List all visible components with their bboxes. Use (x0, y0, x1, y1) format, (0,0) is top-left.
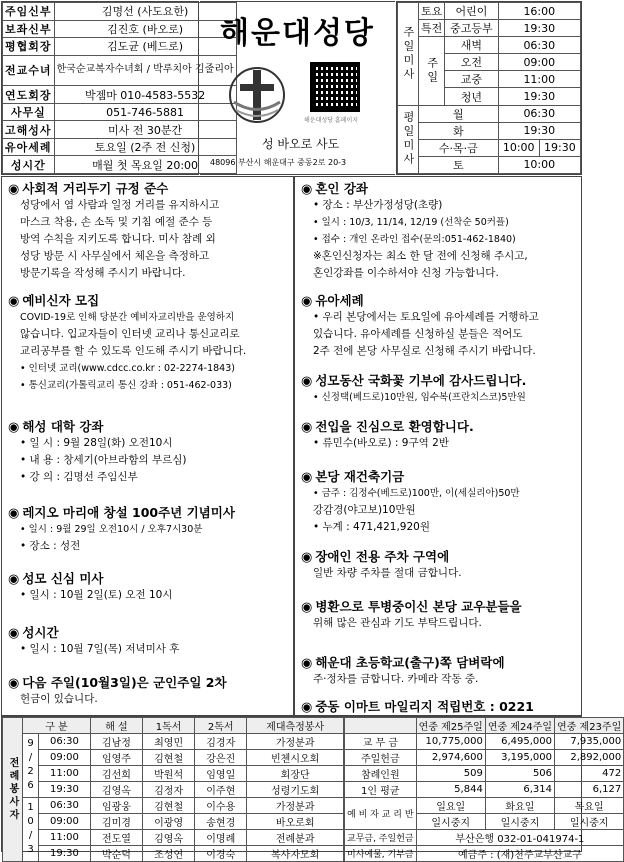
finance-cell: 506 (485, 766, 554, 782)
schedule-cell: 임영주 (90, 750, 142, 766)
finance-cell: 3,195,000 (485, 750, 554, 766)
info-label: 사무실 (3, 103, 55, 121)
schedule-cell: 강은진 (195, 750, 247, 766)
notices-left-column (1, 176, 294, 716)
schedule-cell: 박원석 (143, 766, 195, 782)
notice-line: 마스크 착용, 손 소독 및 기침 예절 준수 등 (20, 216, 213, 228)
schedule-cell: 김남정 (90, 734, 142, 750)
schedule-header: 2독서 (195, 718, 247, 734)
notice-line: 혼인강좌를 이수하셔야 신청 가능합니다. (313, 267, 499, 279)
schedule-cell: 박순덕 (90, 846, 142, 862)
mass-time: 19:30 (498, 88, 580, 105)
schedule-cell: 최영민 (143, 734, 195, 750)
church-name: 해운대성당 (220, 16, 375, 51)
schedule-cell: 빈첸시오회 (247, 750, 344, 766)
info-value: 토요일 (2주 전 신청) (54, 138, 236, 156)
info-value: 051-746-5881 (54, 103, 236, 121)
notice-line: • 접수 : 개인 온라인 접수(문의:051-462-1840) (313, 234, 516, 245)
schedule-cell: 송현경 (195, 814, 247, 830)
notice-heading: 해성 대학 강좌 (22, 419, 104, 434)
notice-heading: 전입을 진심으로 환영합니다. (315, 419, 474, 434)
liturgy-schedule (1, 716, 622, 861)
schedule-cell: 19:30 (39, 782, 91, 798)
info-label: 주임신부 (3, 3, 55, 21)
schedule-cell: 09:00 (39, 814, 91, 830)
info-label: 고해성사 (3, 121, 55, 139)
schedule-header: 해 설 (90, 718, 142, 734)
notice-section (301, 697, 534, 715)
qr-code[interactable] (310, 62, 360, 112)
notice-line: • 신정택(베드로)10만원, 임수복(프란치스코)5만원 (313, 392, 526, 403)
notice-section (8, 623, 179, 658)
notice-line: 방문기록을 작성해 주시기 바랍니다. (20, 267, 186, 279)
mass-type: 새벽 (445, 37, 498, 54)
notice-section (301, 547, 462, 582)
mass-time: 09:00 (498, 54, 580, 71)
info-value: 매월 첫 목요일 20:00 (54, 156, 236, 174)
info-label: 전교수녀 (3, 55, 55, 86)
schedule-cell: 전도열 (90, 830, 142, 846)
weekday-time: 06:30 (498, 105, 580, 122)
notice-section (301, 371, 526, 406)
schedule-cell: 19:30 (39, 846, 91, 862)
bullet-icon: ◉ (301, 700, 313, 715)
weekday-time: 10:00 (498, 139, 539, 156)
info-label: 평협회장 (3, 38, 55, 56)
bullet-icon: ◉ (8, 626, 20, 641)
schedule-cell: 전례분과 (247, 830, 344, 846)
finance-cell: 교 무 금 (345, 734, 417, 750)
notice-heading: 해운대 초등학교(출구)쪽 담벼락에 (315, 655, 505, 670)
bullet-icon: ◉ (8, 182, 20, 197)
mass-type: 중고등부 (445, 20, 498, 37)
finance-header: 연중 제23주일 (555, 718, 624, 734)
schedule-date: 10/3 (23, 798, 39, 862)
notice-line: • 일 시 : 9월 28일(화) 오전10시 (20, 437, 173, 449)
notice-section (301, 467, 520, 536)
bullet-icon: ◉ (301, 550, 313, 565)
notice-line: • 인터넷 교리(www.cdcc.co.kr : 02-2274-1843) (20, 363, 235, 374)
mass-type: 오전 (445, 54, 498, 71)
notice-section (301, 179, 528, 282)
prep-day: 일요일 (416, 798, 485, 814)
notice-heading: 예비신자 모집 (22, 293, 100, 308)
schedule-cell: 이주현 (195, 782, 247, 798)
bullet-icon: ◉ (301, 374, 313, 389)
schedule-cell: 이광영 (143, 814, 195, 830)
bullet-icon: ◉ (8, 294, 20, 309)
mass-time: 19:30 (498, 20, 580, 37)
schedule-cell: 06:30 (39, 734, 91, 750)
notice-line: 있습니다. 유아세례를 신청하실 분들은 적어도 (313, 328, 523, 340)
notice-heading: 성모동산 국화꽃 기부에 감사드립니다. (315, 373, 527, 388)
schedule-header: 구 분 (23, 718, 91, 734)
finance-cell: 2,974,600 (416, 750, 485, 766)
finance-cell: 6,314 (485, 782, 554, 798)
prep-class-label: 예 비 자 교 리 반 (345, 798, 417, 830)
notice-line: • 강 의 : 김명선 주임신부 (20, 471, 138, 483)
finance-cell: 7,935,000 (555, 734, 624, 750)
sunday-mass-label: 주일미사 (398, 3, 419, 106)
bullet-icon: ◉ (8, 506, 20, 521)
finance-cell: 472 (555, 766, 624, 782)
notice-line: • 일시 : 10월 2일(토) 오전 10시 (20, 589, 173, 601)
notice-section (8, 417, 186, 486)
notice-line: • 일시 : 10/3, 11/14, 12/19 (선착순 50커플) (313, 217, 509, 228)
weekday-mass-label: 평일미사 (398, 105, 419, 173)
schedule-cell: 김현철 (143, 750, 195, 766)
info-value: 박젬마 010-4583-5532 (54, 86, 236, 104)
mass-cat: 특전 (419, 20, 445, 37)
notice-section (301, 653, 505, 688)
notice-line: 교리공부를 할 수 있도록 인도해 주시기 바랍니다. (20, 345, 247, 357)
church-address: 48096 부산시 해운대구 중동2로 20-3 (210, 158, 347, 167)
schedule-cell: 가정분과 (247, 798, 344, 814)
finance-cell: 주일헌금 (345, 750, 417, 766)
notice-line: 성당 방문 시 사무실에서 체온을 측정하고 (20, 250, 210, 262)
info-label: 보좌신부 (3, 20, 55, 38)
schedule-cell: 김미경 (90, 814, 142, 830)
bank-holder: 예금주 : (재)천주교부산교구 (416, 846, 624, 862)
info-value: 한국순교복자수녀회 / 박루치아 김줄리아 (54, 55, 236, 86)
schedule-cell: 김경자 (195, 734, 247, 750)
schedule-cell: 김영옥 (90, 782, 142, 798)
schedule-cell: 이수용 (195, 798, 247, 814)
mass-time: 06:30 (498, 37, 580, 54)
notice-section (8, 291, 246, 394)
liturgy-side-label: 전례봉사자 (3, 718, 23, 862)
weekday: 화 (419, 122, 499, 139)
notice-heading: 본당 재건축기금 (315, 469, 405, 484)
schedule-cell: 11:00 (39, 830, 91, 846)
bullet-icon: ◉ (301, 294, 313, 309)
notice-line: • 류민수(바오로) : 9구역 2반 (313, 437, 449, 449)
qr-caption: 해운대성당 홈페이지 (304, 117, 359, 124)
info-value: 김진호 (바오로) (54, 20, 236, 38)
finance-header: 연중 제25주일 (416, 718, 485, 734)
finance-cell: 5,844 (416, 782, 485, 798)
mass-type: 교중 (445, 71, 498, 88)
schedule-cell: 성령기도회 (247, 782, 344, 798)
weekday: 수·목·금 (419, 139, 499, 156)
notice-section (301, 417, 474, 452)
finance-cell: 2,892,000 (555, 750, 624, 766)
schedule-cell: 김선희 (90, 766, 142, 782)
notice-line: 주·정차를 금합니다. 카메라 작동 중. (313, 673, 479, 685)
prep-status: 일시중지 (485, 814, 554, 830)
notice-section (301, 597, 522, 632)
bullet-icon: ◉ (8, 420, 20, 435)
notice-section (301, 291, 539, 360)
church-logo-icon (228, 62, 286, 128)
notice-line: 방역 수칙을 지키도록 합니다. 미사 참례 외 (20, 233, 216, 245)
notice-line: 위해 많은 관심과 기도 부탁드립니다. (313, 617, 482, 629)
notice-line: • 일시 : 10월 7일(목) 저녁미사 후 (20, 643, 180, 655)
schedule-cell: 복사자모회 (247, 846, 344, 862)
schedule-header: 1독서 (143, 718, 195, 734)
notice-line: • 장소 : 성전 (20, 540, 81, 552)
finance-cell: 참례인원 (345, 766, 417, 782)
schedule-cell: 김정자 (143, 782, 195, 798)
mass-time: 16:00 (498, 3, 580, 20)
schedule-cell: 06:30 (39, 798, 91, 814)
info-value: 김명선 (사도요한) (54, 3, 236, 21)
schedule-cell: 임광웅 (90, 798, 142, 814)
finance-cell: 1인 평균 (345, 782, 417, 798)
notice-heading: 성모 신심 미사 (22, 571, 104, 586)
notice-line: 일반 차량 주차를 절대 금합니다. (313, 567, 462, 579)
notice-line: 헌금이 있습니다. (20, 693, 98, 705)
notice-line: • 우리 본당에서는 토요일에 유아세례를 거행하고 (313, 311, 539, 323)
bank-label: 미사예물, 기부금 (345, 846, 417, 862)
notice-heading: 사회적 거리두기 규정 준수 (22, 181, 169, 196)
mass-type: 어린이 (445, 3, 498, 20)
schedule-cell: 김현철 (143, 798, 195, 814)
notice-section (8, 503, 235, 555)
prep-day: 목요일 (555, 798, 624, 814)
bullet-icon: ◉ (8, 676, 20, 691)
notice-heading: 중동 이마트 마일리지 적립번호 : 0221 (315, 699, 534, 714)
bullet-icon: ◉ (301, 470, 313, 485)
schedule-cell: 조성연 (143, 846, 195, 862)
bullet-icon: ◉ (301, 182, 313, 197)
mass-cat-sunday: 주일 (419, 37, 445, 105)
notice-heading: 성시간 (22, 625, 59, 640)
finance-cell: 6,127 (555, 782, 624, 798)
patron-saint: 성 바오로 사도 (262, 137, 340, 151)
info-value: 김도균 (베드로) (54, 38, 236, 56)
notice-heading: 다음 주일(10월3일)은 군인주일 2차 (22, 675, 227, 690)
prep-day: 화요일 (485, 798, 554, 814)
notice-line: 강감경(야고보)10만원 (313, 504, 416, 516)
finance-cell: 10,775,000 (416, 734, 485, 750)
schedule-cell: 김영옥 (143, 830, 195, 846)
notice-section (8, 673, 227, 708)
notice-line: • 내 용 : 창세기(아브라함의 부르심) (20, 454, 187, 466)
schedule-cell: 임영일 (195, 766, 247, 782)
notice-heading: 병환으로 투병중이신 본당 교우분들을 (315, 599, 522, 614)
finance-header (345, 718, 417, 734)
notice-heading: 레지오 마리애 창설 100주년 기념미사 (22, 505, 235, 520)
schedule-cell: 이경숙 (195, 846, 247, 862)
weekday-time: 19:30 (498, 122, 580, 139)
weekday: 토 (419, 156, 499, 173)
notice-line: • 일시 : 9월 29일 오전10시 / 오후7시30분 (20, 524, 203, 535)
bullet-icon: ◉ (8, 572, 20, 587)
bullet-icon: ◉ (301, 600, 313, 615)
finance-cell: 6,495,000 (485, 734, 554, 750)
weekday-time: 10:00 (498, 156, 580, 173)
info-label: 성시간 (3, 156, 55, 174)
notice-line: ※혼인신청자는 최소 한 달 전에 신청해 주시고, (313, 250, 528, 262)
church-header (200, 1, 395, 175)
notice-line: • 누계 : 471,421,920원 (313, 521, 430, 533)
info-value: 미사 전 30분간 (54, 121, 236, 139)
notice-section (8, 179, 219, 282)
schedule-header: 제대측정봉사 (247, 718, 344, 734)
prep-status: 일시중지 (416, 814, 485, 830)
finance-cell: 509 (416, 766, 485, 782)
schedule-cell: 가정분과 (247, 734, 344, 750)
notices-right-column (294, 176, 582, 716)
bullet-icon: ◉ (301, 420, 313, 435)
finance-header: 연중 제24주일 (485, 718, 554, 734)
mass-time: 11:00 (498, 71, 580, 88)
mass-type: 청년 (445, 88, 498, 105)
notice-heading: 장애인 전용 주차 구역에 (315, 549, 450, 564)
notice-heading: 혼인 강좌 (315, 181, 368, 196)
notice-heading: 유아세례 (315, 293, 364, 308)
notice-section (8, 569, 173, 604)
info-label: 연도회장 (3, 86, 55, 104)
weekday: 월 (419, 105, 499, 122)
bank-label: 교무금, 주일헌금 (345, 830, 417, 846)
weekday-time-2: 19:30 (539, 139, 580, 156)
bullet-icon: ◉ (301, 656, 313, 671)
notice-line: 않습니다. 입교자들이 인터넷 교리나 통신교리로 (20, 328, 240, 340)
notice-line: 성당에서 염 사람과 일정 거리를 유지하시고 (20, 199, 220, 211)
notice-line: • 금주 : 김정수(베드로)100만, 이(세실리아)50만 (313, 488, 520, 499)
schedule-cell: 회장단 (247, 766, 344, 782)
notice-line: COVID-19로 인해 당분간 예비자교리반을 운영하지 (20, 312, 235, 323)
mass-cat: 토요 (419, 3, 445, 20)
schedule-date: 9/26 (23, 734, 39, 798)
schedule-cell: 이명례 (195, 830, 247, 846)
bank-account: 부산은행 032-01-041974-1 (416, 830, 624, 846)
schedule-cell: 바오로회 (247, 814, 344, 830)
info-label: 유아세례 (3, 138, 55, 156)
notice-line: • 통신교리(가톨릭교리 통신 강좌 : 051-462-033) (20, 380, 232, 391)
clergy-info-table (1, 1, 234, 175)
schedule-cell: 11:00 (39, 766, 91, 782)
schedule-cell: 09:00 (39, 750, 91, 766)
prep-status: 일시중지 (555, 814, 624, 830)
mass-schedule (396, 1, 582, 175)
notice-line: • 장소 : 부산가정성당(초량) (313, 199, 443, 211)
notice-line: 2주 전에 본당 사무실로 신청해 주시기 바랍니다. (313, 345, 536, 357)
